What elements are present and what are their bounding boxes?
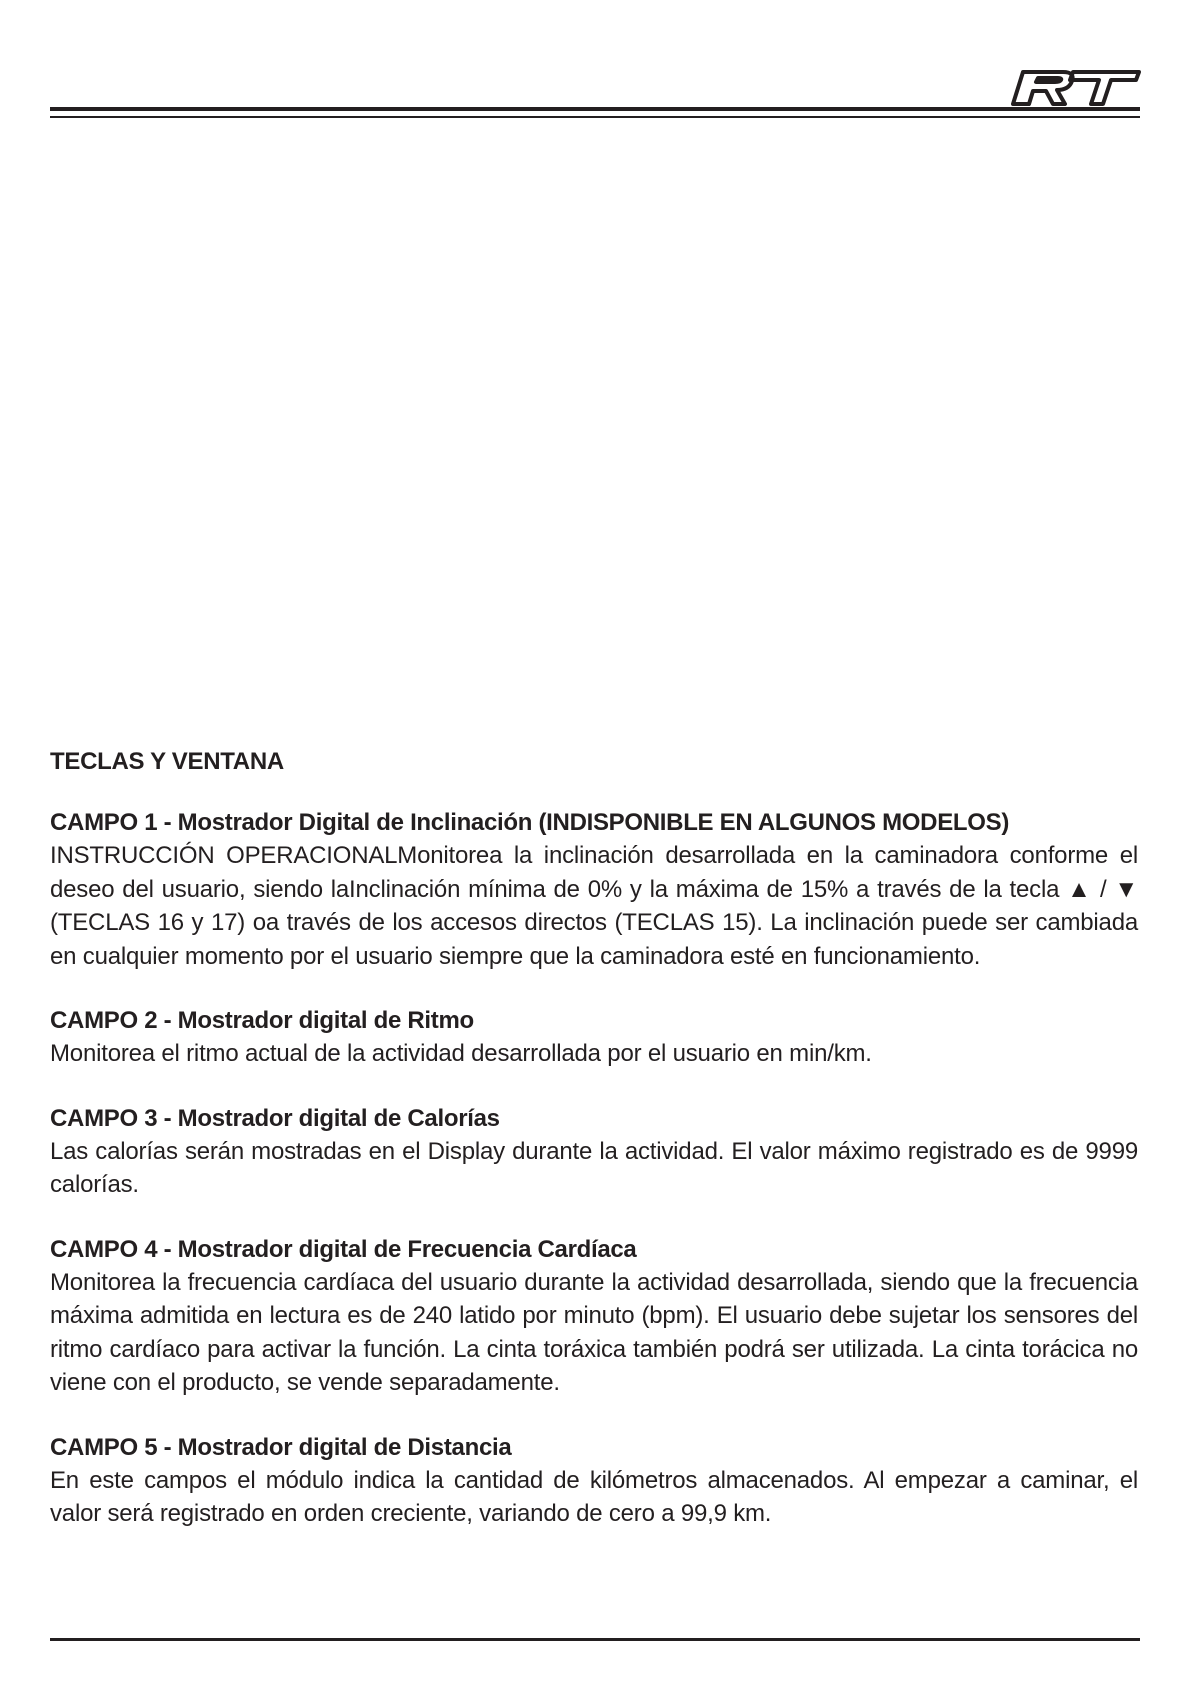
section-title: CAMPO 1 - Mostrador Digital de Inclinación (INDISPONIBLE EN ALGUNOS MODELOS) [50,809,1010,836]
section-title: CAMPO 5 - Mostrador digital de Distancia [50,1433,512,1461]
section-body: INSTRUCCIÓN OPERACIONALMonitorea la inclinación desarrollada en la caminadora conforme el deseo del usuario, siendo laInclinación mínima de 0% y la máxima de 15% a través de la tecla ▲ / ▼ (TECLAS 16 y 17) oa través de los accesos directos (TECLAS 15). La inclinación puede ser cambiada en cualquier momento por el usuario siempre que la caminadora esté en funcionamiento. [50,842,1138,970]
brand-logo [1003,66,1143,110]
section-campo-3 [50,1103,1138,1202]
header-divider-thick [50,107,1140,111]
document-content [50,747,1138,1563]
section-title: CAMPO 3 - Mostrador digital de Calorías [50,1104,500,1132]
section-title: CAMPO 2 - Mostrador digital de Ritmo [50,1007,474,1034]
section-body: En este campos el módulo indica la cantidad de kilómetros almacenados. Al empezar a caminar, el valor será registrado en orden creciente, variando de cero a 99,9 km. [50,1466,1138,1527]
page-title: TECLAS Y VENTANA [50,748,284,775]
section-body: Monitorea la frecuencia cardíaca del usuario durante la actividad desarrollada, siendo que la frecuencia máxima admitida en lectura es de 240 latido por minuto (bpm). El usuario debe sujetar los sensores del ritmo cardíaco para activar la función. La cinta toráxica también podrá ser utilizada. La cinta torácica no viene con el producto, se vende separadamente. [50,1268,1138,1396]
rt-logo-icon [1003,66,1143,110]
section-campo-1 [50,807,1138,973]
section-title: CAMPO 4 - Mostrador digital de Frecuencia Cardíaca [50,1235,637,1263]
footer-divider [50,1638,1140,1641]
header-divider-thin [50,116,1140,118]
section-body: Monitorea el ritmo actual de la actividad desarrollada por el usuario en min/km. [50,1040,872,1067]
section-body: Las calorías serán mostradas en el Display durante la actividad. El valor máximo registrado es de 9999 calorías. [50,1137,1138,1198]
section-campo-4 [50,1234,1138,1400]
section-campo-5 [50,1432,1138,1531]
section-campo-2 [50,1005,1138,1071]
